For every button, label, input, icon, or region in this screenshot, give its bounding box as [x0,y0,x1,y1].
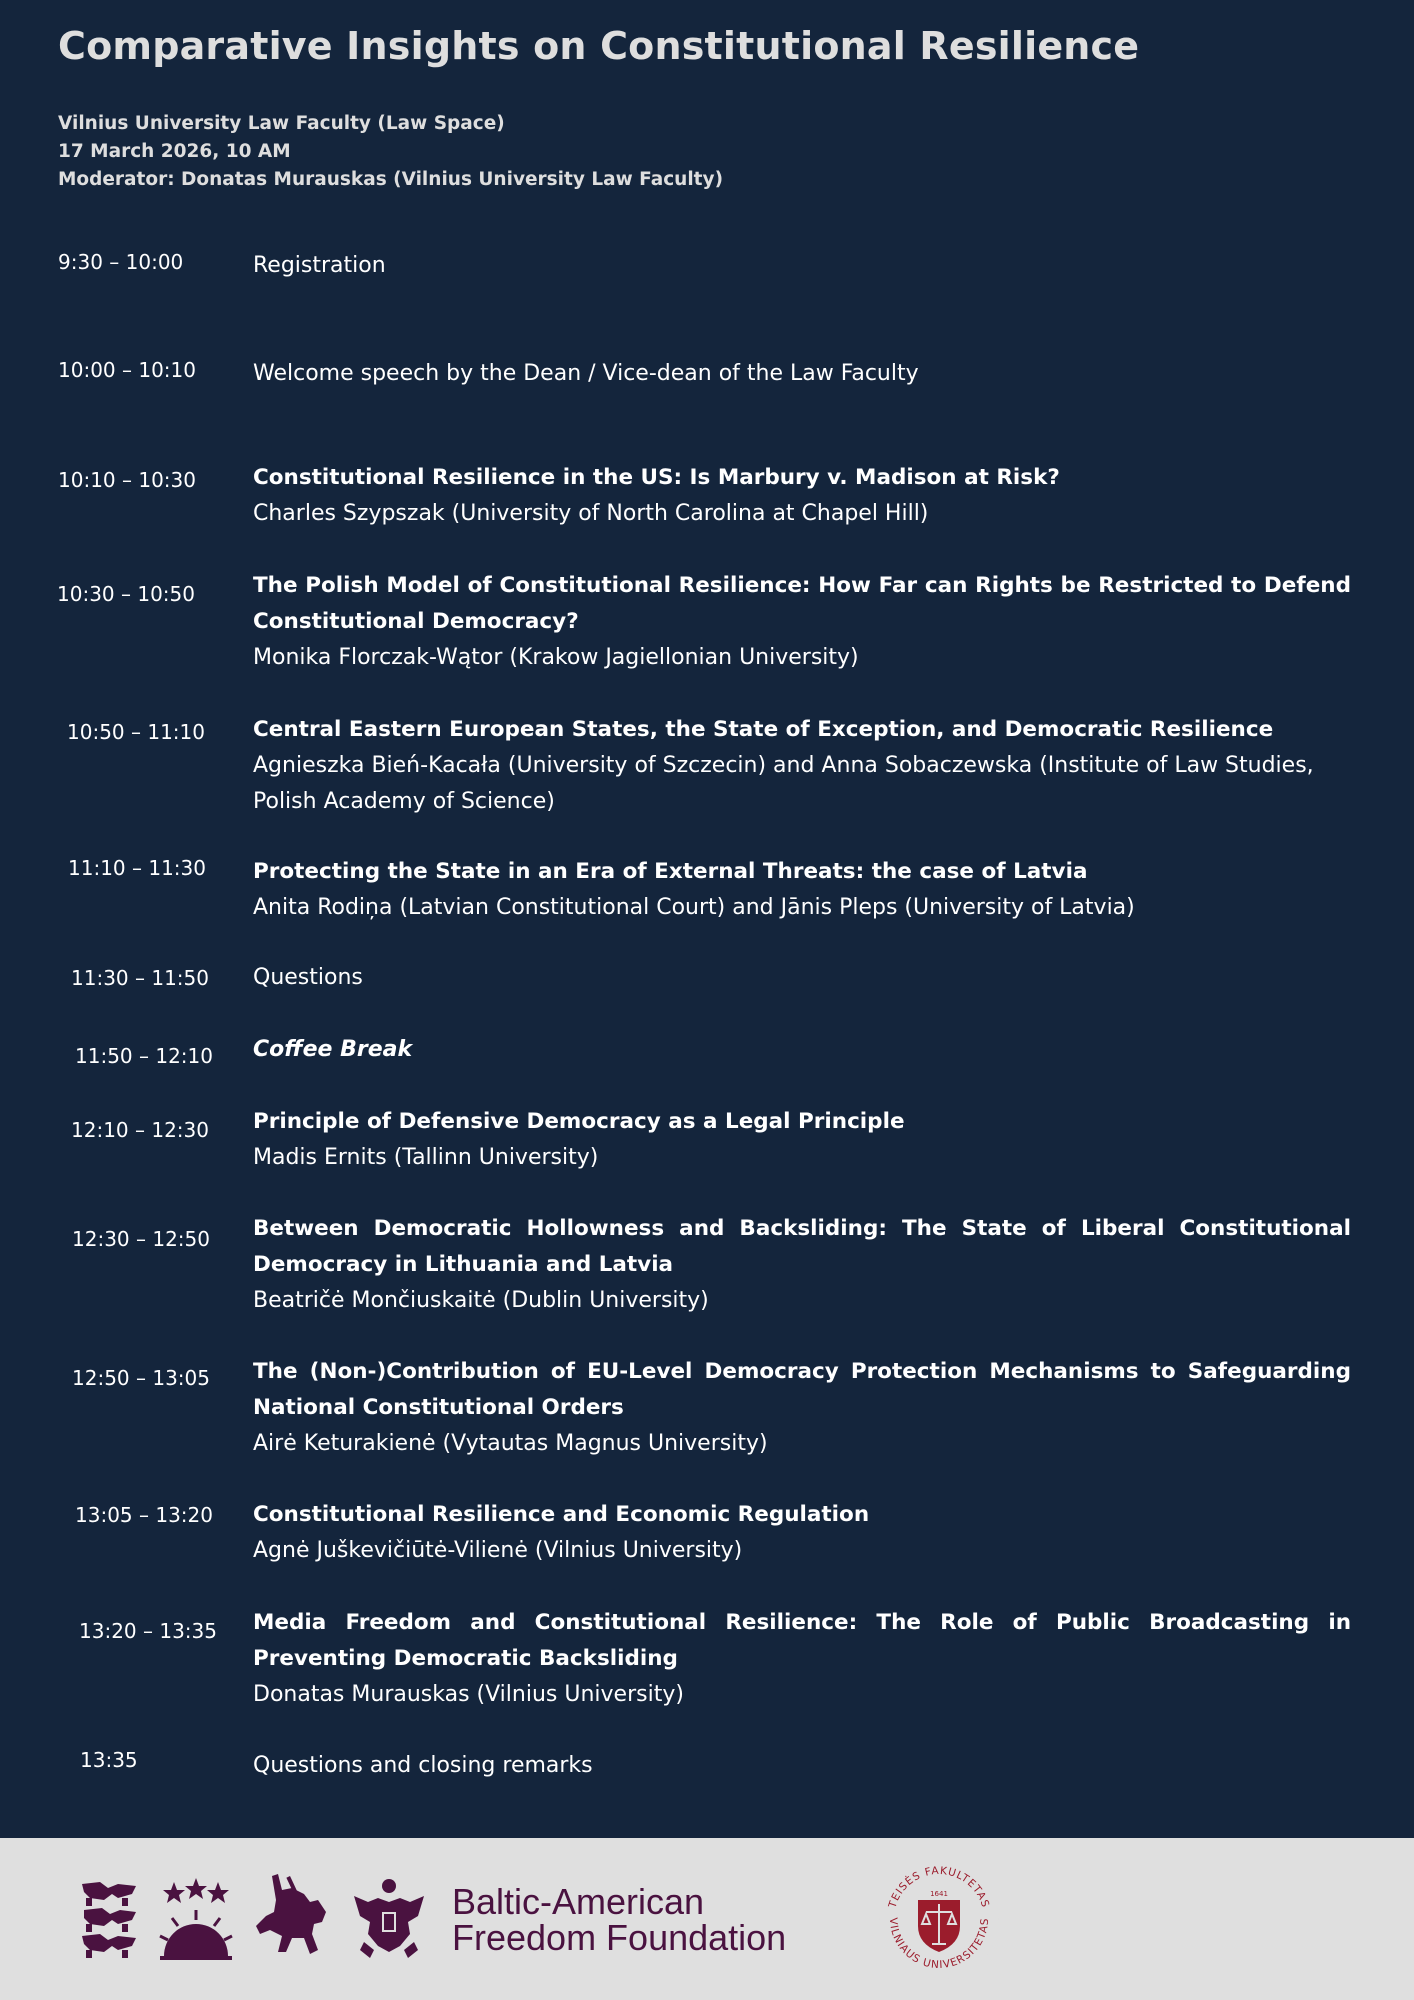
foundation-logo-text [452,1881,787,1958]
agenda-item [253,1497,1351,1569]
foundation-name-line2: Freedom Foundation [452,1917,787,1958]
talk-title: The (Non-)Contribution of EU-Level Democracy Protection Mechanisms to Safeguarding National Constitutional Orders [253,1359,1351,1420]
agenda-item [253,568,1351,676]
page-title: Comparative Insights on Constitutional Resilience [58,24,1140,68]
seal-top-text: TEISĖS FAKULTETAS [886,1864,992,1910]
agenda-time: 12:10 – 12:30 [71,1118,209,1142]
speaker: Agnieszka Bień-Kacała (University of Szczecin) and Anna Sobaczewska (Institute of Law Studies, Polish Academy of Science) [253,753,1314,814]
talk-title: Protecting the State in an Era of External Threats: the case of Latvia [253,859,1088,884]
venue: Vilnius University Law Faculty (Law Space) [58,113,505,134]
agenda-time: 10:00 – 10:10 [58,358,196,382]
talk-title: Constitutional Resilience and Economic Regulation [253,1502,870,1527]
talk-title: Central Eastern European States, the State of Exception, and Democratic Resilience [253,717,1274,742]
estonia-lions-icon [78,1878,140,1962]
speaker: Monika Florczak-Wątor (Krakow Jagiellonian University) [253,645,859,670]
speaker: Agnė Juškevičiūtė-Vilienė (Vilnius University) [253,1538,743,1563]
coffee-break: Coffee Break [253,1037,413,1062]
seal-year: 1641 [930,1890,948,1898]
sponsor-footer [0,1838,1414,2000]
talk-title: The Polish Model of Constitutional Resilience: How Far can Rights be Restricted to Defend Constitutional Democracy? [253,573,1351,634]
vilnius-university-seal-icon [876,1856,1002,1982]
agenda-time: 11:10 – 11:30 [68,856,206,880]
us-eagle-icon [350,1876,428,1962]
agenda-item [253,1211,1351,1319]
speaker: Donatas Murauskas (Vilnius University) [253,1682,684,1707]
talk-title: Principle of Defensive Democracy as a Legal Principle [253,1109,905,1134]
event-meta [58,110,723,194]
speaker: Madis Ernits (Tallinn University) [253,1145,599,1170]
speaker: Charles Szypszak (University of North Carolina at Chapel Hill) [253,501,929,526]
speaker: Anita Rodiņa (Latvian Constitutional Court) and Jānis Pleps (University of Latvia) [253,895,1135,920]
agenda-item: Questions and closing remarks [253,1753,593,1778]
agenda-time: 11:30 – 11:50 [71,966,209,990]
agenda-item [253,1605,1351,1713]
agenda-time: 13:35 [80,1748,138,1772]
agenda-item [253,712,1351,820]
agenda-time: 12:30 – 12:50 [72,1227,210,1251]
agenda-item [253,460,1351,532]
agenda-time: 12:50 – 13:05 [72,1366,210,1390]
talk-title: Between Democratic Hollowness and Backsliding: The State of Liberal Constitutional Democracy in Lithuania and Latvia [253,1216,1351,1277]
moderator: Moderator: Donatas Murauskas (Vilnius University Law Faculty) [58,169,724,190]
agenda-time: 10:10 – 10:30 [58,468,196,492]
agenda-time: 11:50 – 12:10 [75,1044,213,1068]
agenda-item: Welcome speech by the Dean / Vice-dean of the Law Faculty [253,361,919,386]
latvia-stars-sun-icon [158,1876,234,1962]
seal-bottom-text: VILNIAUS UNIVERSITETAS [886,1917,992,1972]
agenda-time: 10:50 – 11:10 [67,720,205,744]
foundation-name-line1: Baltic-American [452,1881,705,1922]
agenda-time: 9:30 – 10:00 [58,250,184,274]
speaker: Airė Keturakienė (Vytautas Magnus University) [253,1431,768,1456]
lithuania-knight-icon [252,1872,330,1964]
event-date: 17 March 2026, 10 AM [58,141,291,162]
agenda-item [253,854,1351,926]
talk-title: Media Freedom and Constitutional Resilience: The Role of Public Broadcasting in Preventing Democratic Backsliding [253,1610,1351,1671]
agenda-item: Questions [253,965,363,990]
agenda-time: 13:20 – 13:35 [79,1619,217,1643]
agenda-item: Registration [253,253,386,278]
agenda-item [253,1354,1351,1462]
talk-title: Constitutional Resilience in the US: Is Marbury v. Madison at Risk? [253,465,1060,490]
speaker: Beatričė Mončiuskaitė (Dublin University) [253,1288,709,1313]
agenda-time: 10:30 – 10:50 [57,582,195,606]
agenda-time: 13:05 – 13:20 [75,1503,213,1527]
agenda-item [253,1104,1351,1176]
